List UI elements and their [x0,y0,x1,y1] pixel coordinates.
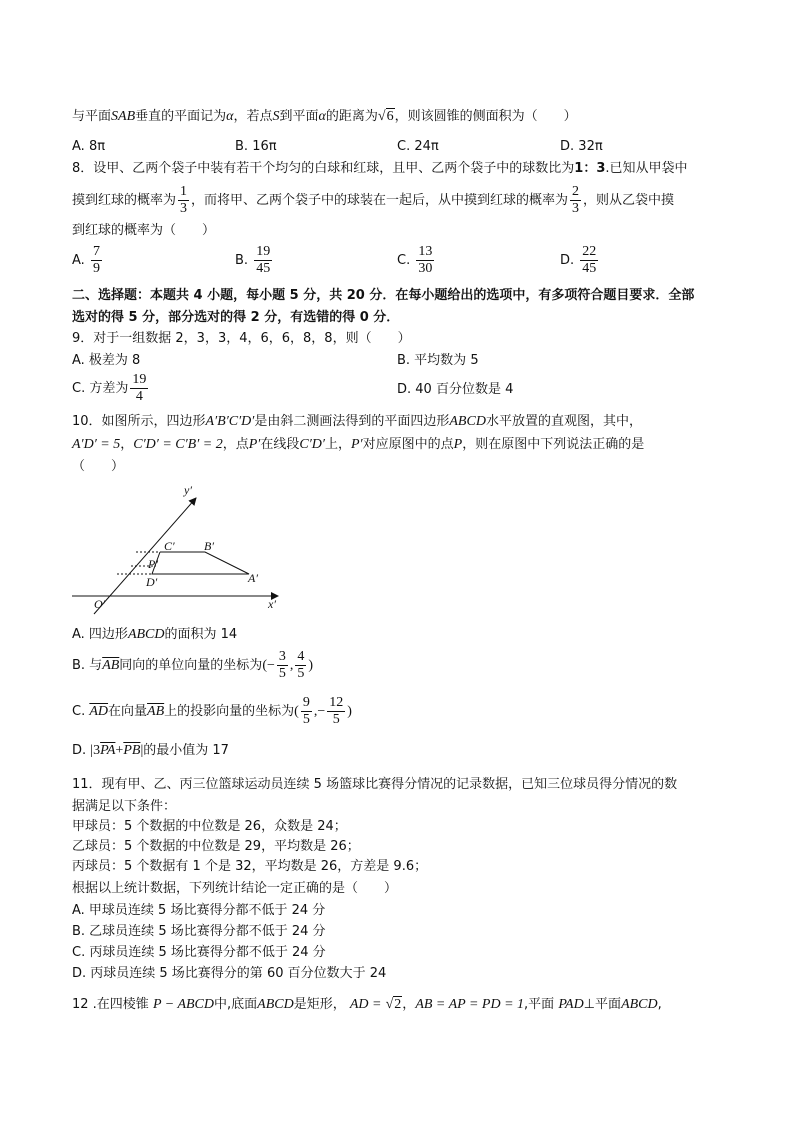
q12-line1 [72,996,662,1014]
paren: ) [347,704,352,719]
q10-option-c[interactable] [72,694,352,730]
paren: ) [308,658,314,673]
q12-text: 是矩形， [293,997,346,1012]
fraction [178,184,189,217]
section-instructions: 选对的得 5 分，部分选对的得 2 分，有选错的得 0 分． [72,310,400,325]
q10-math: + [115,743,124,758]
q10-text: 在线段 [260,437,300,452]
q7-stem [72,108,577,126]
q11-line1: 11．现有甲、乙、丙三位篮球运动员连续 5 场篮球比赛得分情况的记录数据，已知三位球员得分情况的数 [72,777,678,792]
denominator: 45 [256,261,271,276]
label-x: x′ [268,597,276,611]
q7-text: 到平面 [279,109,319,124]
q10-text: ， [120,437,134,452]
q12-math: PAD [558,997,584,1012]
fraction [91,244,102,277]
q10-text: ，则在原图中下列说法正确的是 [462,437,645,452]
option-text: 的面积为 14 [164,627,238,642]
option-label: A. [72,139,85,154]
option-label: C. [397,139,411,154]
option-label: D. [560,253,575,268]
numerator: 9 [302,695,310,710]
q12-math: ABCD [257,997,294,1012]
denominator: 5 [332,712,340,727]
option-label: C. [397,253,411,268]
q11-jia: 甲球员：5 个数据的中位数是 26，众数是 24； [72,819,347,834]
q8-option-c[interactable] [397,244,436,278]
q10-text: 水平放置的直观图，其中， [485,414,642,429]
numerator: 19 [132,372,147,387]
y-axis [94,498,196,614]
q10-math: C′D′ = C′B′ = 2 [133,437,223,452]
q10-math: P′ [350,437,363,452]
denominator: 30 [418,261,433,276]
denominator: 3 [572,201,580,216]
label-c: C′ [164,539,175,553]
denominator: 3 [180,201,188,216]
q8-text: ，而将甲、乙两个袋子中的球装在一起后，从中摸到红球的概率为 [191,193,569,208]
q8-text: 8．设甲、乙两个袋子中装有若干个均匀的白球和红球，且甲、乙两个袋子中的球数比为 [72,161,575,176]
label-p: P′ [148,557,158,571]
option-label: B. [235,253,249,268]
option-text: 32π [578,139,603,154]
q10-text: 对应原图中的点 [362,437,454,452]
q12-text: 12 .在四棱锥 [72,997,149,1012]
q11-bing: 丙球员：5 个数据有 1 个是 32，平均数是 26，方差是 9.6； [72,859,428,874]
q11-line2: 据满足以下条件： [72,799,177,814]
label-d: D′ [146,575,158,589]
q8-line2 [72,184,674,218]
q10-figure [68,480,288,620]
label-o: O′ [94,597,106,611]
q10-math: C′D′ [299,437,325,452]
fraction [327,695,345,728]
q7-option-b[interactable] [235,138,277,156]
q10-text: 10．如图所示，四边形 [72,414,206,429]
numerator: 3 [278,649,286,664]
q11-option-a[interactable]: A. 甲球员连续 5 场比赛得分都不低于 24 分 [72,903,326,918]
option-text: A. 四边形 [72,627,128,642]
fraction [130,372,148,405]
vector: $\overline{PA}$ [100,743,116,758]
q12-math: 2 [394,997,402,1012]
q10-option-d[interactable] [72,742,229,760]
q9-option-c[interactable] [72,372,150,406]
denominator: 4 [135,389,143,404]
option-text: 在向量 [108,704,148,719]
q7-option-d[interactable] [560,138,603,156]
numerator: 7 [92,244,100,259]
q11-yi: 乙球员：5 个数据的中位数是 29，平均数是 26； [72,839,360,854]
q12-text: 中,底面 [214,997,258,1012]
option-text: 的最小值为 17 [143,743,229,758]
q11-ask: 根据以上统计数据，下列统计结论一定正确的是（ ） [72,881,398,896]
option-text: D. [72,743,87,758]
fraction [301,695,312,728]
fraction [570,184,581,217]
vector: $\overline{AB}$ [147,704,165,719]
q7-option-c[interactable] [397,138,439,156]
q8-text: .已知从甲袋中 [605,161,688,176]
q11-option-d[interactable]: D. 丙球员连续 5 场比赛得分的第 60 百分位数大于 24 [72,966,387,981]
vector: $\overline{AD}$ [89,704,109,719]
option-label: B. [235,139,249,154]
q7-math: α [318,109,326,124]
q7-option-a[interactable] [72,138,105,156]
vector: $\overline{PB}$ [123,743,141,758]
option-text: 上的投影向量的坐标为 [164,704,295,719]
option-label: A. [72,253,85,268]
numerator: 1 [180,184,188,199]
paren: (− [262,658,275,673]
option-text: 8π [88,139,106,154]
q12-text: ， [402,997,416,1012]
fraction [295,649,306,682]
q10-text: 是由斜二测画法得到的平面四边形 [254,414,450,429]
vector: $\overline{AB}$ [102,658,120,673]
q8-option-a[interactable] [72,244,104,278]
option-text: B. 与 [72,658,103,673]
q7-text: 的距离为 [325,109,378,124]
numerator: 4 [297,649,305,664]
numerator: 2 [572,184,580,199]
q9-option-b[interactable]: B. 平均数为 5 [397,353,479,368]
paren: ( [294,704,299,719]
q10-math: P [453,437,463,452]
denominator: 5 [278,666,286,681]
q10-math: ABCD [449,414,486,429]
option-text: C. [72,704,86,719]
q7-text: 垂直的平面记为 [135,109,227,124]
q8-ratio: 1：3 [574,161,606,176]
q10-text: 上， [324,437,351,452]
option-text: C. 方差为 [72,381,129,396]
sqrt-symbol: √ [385,997,394,1012]
q7-text: 与平面 [72,109,112,124]
q10-option-a[interactable] [72,626,237,644]
denominator: 9 [92,261,100,276]
q7-math: S [272,109,280,124]
q12-text: ⊥平面 [583,997,622,1012]
comma: ,− [313,704,326,719]
label-b: B′ [204,539,214,553]
fraction [416,244,434,277]
q7-math: SAB [111,109,136,124]
q12-math: ABCD [621,997,658,1012]
q10-math: P′ [248,437,261,452]
q8-option-b[interactable] [235,244,274,278]
numerator: 19 [256,244,271,259]
label-a: A′ [248,571,258,585]
option-text: 16π [252,139,277,154]
numerator: 22 [582,244,597,259]
q12-text: , [657,997,662,1012]
q10-math: A′B′C′D′ [205,414,255,429]
denominator: 5 [302,712,310,727]
section-heading: 二、选择题：本题共 4 小题，每小题 5 分，共 20 分．在每小题给出的选项中，有多项符合题目要求．全部 [72,288,695,303]
denominator: 5 [297,666,305,681]
q10-option-b[interactable] [72,648,313,684]
q8-line3 [72,222,215,240]
numerator: 12 [329,695,344,710]
q12-math: AB = AP = PD = 1 [415,997,525,1012]
q8-line1 [72,160,688,178]
label-y: y′ [184,483,192,497]
q10-text: ，点 [222,437,249,452]
q10-math: A′D′ = 5 [72,437,121,452]
q12-math: AD = [349,997,382,1012]
option-text: 同向的单位向量的坐标为 [119,658,263,673]
q9-stem: 9．对于一组数据 2，3，3，4，6，6，8，8，则（ ） [72,331,411,346]
fraction [254,244,272,277]
q8-text: ，则从乙袋中摸 [583,193,675,208]
q12-text: ,平面 [524,997,555,1012]
q8-text: 到红球的概率为（ ） [72,223,216,238]
q11-option-c[interactable]: C. 丙球员连续 5 场比赛得分都不低于 24 分 [72,945,326,960]
q7-text: ，若点 [233,109,273,124]
fraction [277,649,288,682]
q7-text: ，则该圆锥的侧面积为（ ） [394,109,577,124]
q10-line2 [72,436,644,454]
q11-option-b[interactable]: B. 乙球员连续 5 场比赛得分都不低于 24 分 [72,924,326,939]
q8-text: 摸到红球的概率为 [72,193,177,208]
q10-math: | [140,743,144,758]
q10-math: ABCD [127,627,165,642]
comma: , [289,658,294,673]
numerator: 13 [418,244,433,259]
q7-math: 6 [386,109,394,124]
q10-line1 [72,413,642,431]
q7-math: α [226,109,234,124]
q8-option-d[interactable] [560,244,600,278]
quadrilateral [152,552,249,574]
q12-math: P − ABCD [152,997,214,1012]
q10-math: |3 [90,743,101,758]
q9-option-a[interactable]: A. 极差为 8 [72,353,141,368]
sqrt-symbol: √ [377,109,386,124]
option-label: D. [560,139,575,154]
option-text: 24π [414,139,439,154]
q9-option-d[interactable]: D. 40 百分位数是 4 [397,382,514,397]
fraction [580,244,598,277]
q10-line3: （ ） [72,459,125,474]
denominator: 45 [582,261,597,276]
